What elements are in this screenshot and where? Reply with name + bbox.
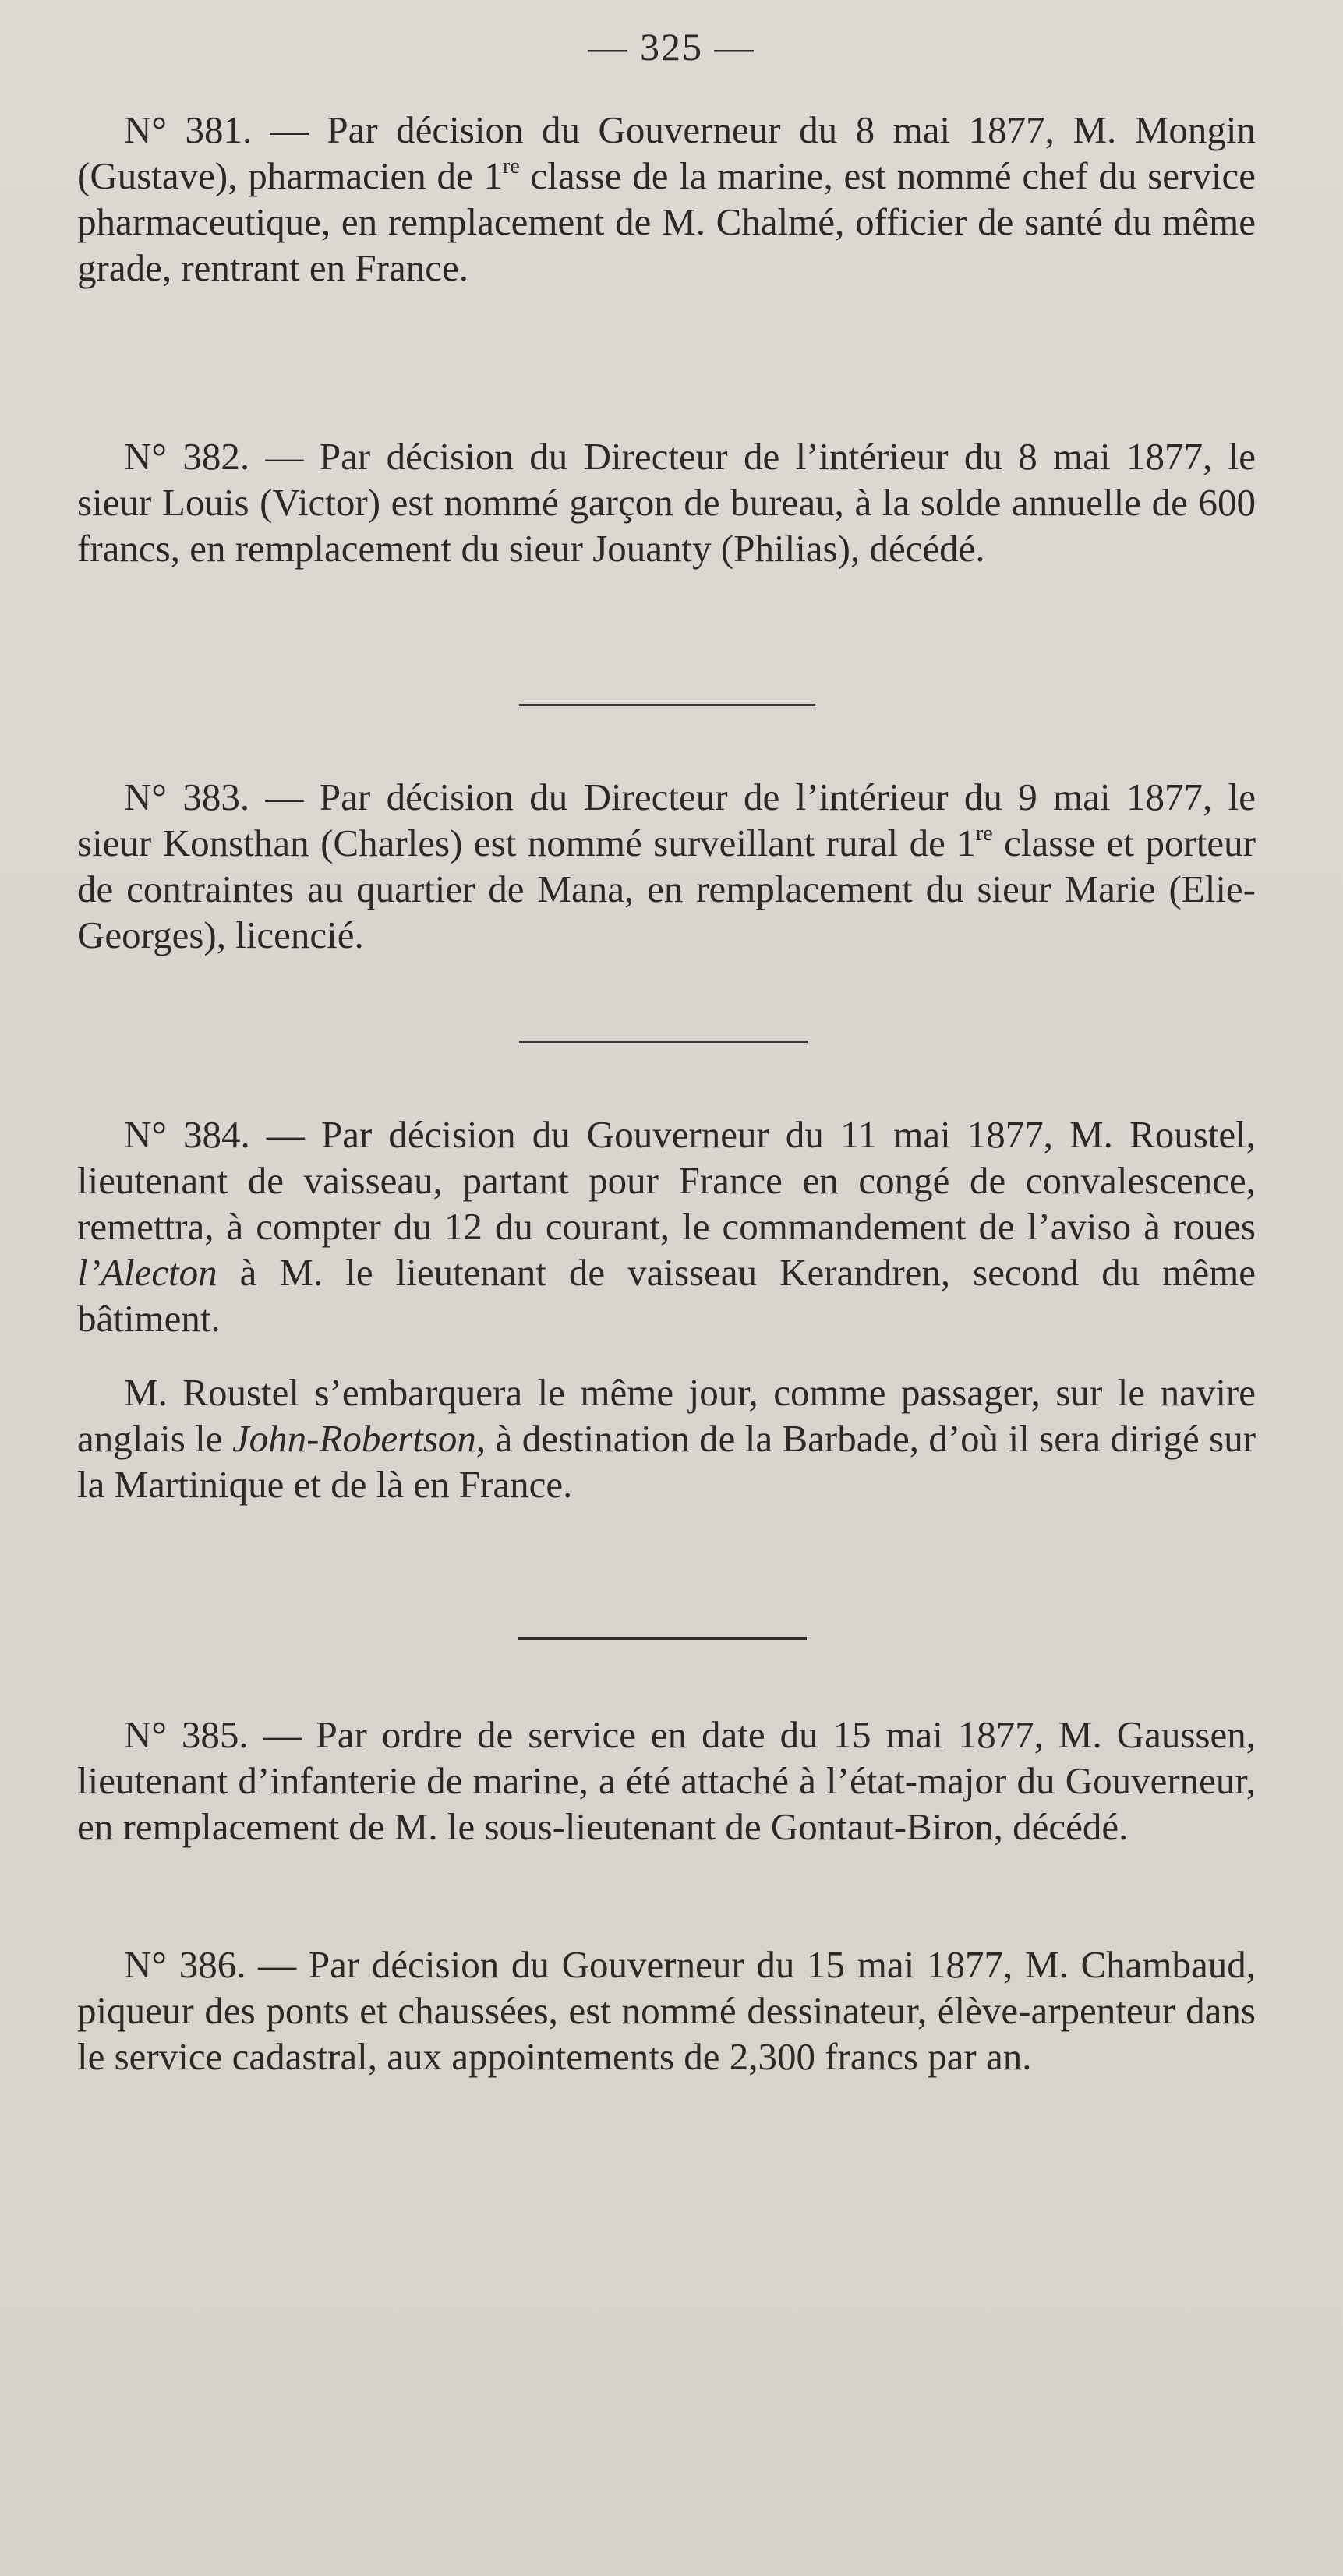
entry-384-paragraph-2: M. Roustel s’embarquera le même jour, comme passager, sur le navire anglais le John-Robertson, à destination de la Barbade, d’où il sera dirigé sur la Martinique et de là en France. (77, 1371, 1256, 1506)
entry-382 (77, 433, 1256, 571)
section-divider (519, 1041, 808, 1043)
section-divider (518, 1637, 807, 1640)
entry-384-paragraph-1: N° 384. — Par décision du Gouverneur du 11 mai 1877, M. Roustel, lieutenant de vaisseau, partant pour France en congé de convalescence, remettra, à compter du 12 du courant, le commandement de l’aviso à roues l’Alecton à M. le lieutenant de vaisseau Kerandren, second du même bâtiment. (77, 1113, 1256, 1340)
entry-386 (77, 1942, 1256, 2080)
entry-383-text: N° 383. — Par décision du Directeur de l’intérieur du 9 mai 1877, le sieur Konsthan (Charles) est nommé surveillant rural de 1re classe et porteur de contraintes au quartier de Mana, en remplacement du sieur Marie (Elie-Georges), licencié. (77, 776, 1256, 956)
entry-386-text: N° 386. — Par décision du Gouverneur du 15 mai 1877, M. Chambaud, piqueur des ponts et chaussées, est nommé dessinateur, élève-arpenteur dans le service cadastral, aux appointements de 2,300 francs par an. (77, 1943, 1256, 2078)
entry-384 (77, 1111, 1256, 1507)
entry-381 (77, 107, 1256, 291)
entry-385-text: N° 385. — Par ordre de service en date du 15 mai 1877, M. Gaussen, lieutenant d’infanterie de marine, a été attaché à l’état-major du Gouverneur, en remplacement de M. le sous-lieutenant de Gontaut-Biron, décédé. (77, 1713, 1256, 1848)
page-number: — 325 — (588, 25, 755, 69)
section-divider (519, 704, 815, 706)
entry-381-text: N° 381. — Par décision du Gouverneur du 8 mai 1877, M. Mongin (Gustave), pharmacien de 1re classe de la marine, est nommé chef du service pharmaceutique, en remplacement de M. Chalmé, officier de santé du même grade, rentrant en France. (77, 108, 1256, 289)
entry-382-text: N° 382. — Par décision du Directeur de l’intérieur du 8 mai 1877, le sieur Louis (Victor) est nommé garçon de bureau, à la solde annuelle de 600 francs, en remplacement du sieur Jouanty (Philias), décédé. (77, 435, 1256, 570)
entry-383 (77, 774, 1256, 958)
entry-385 (77, 1712, 1256, 1850)
